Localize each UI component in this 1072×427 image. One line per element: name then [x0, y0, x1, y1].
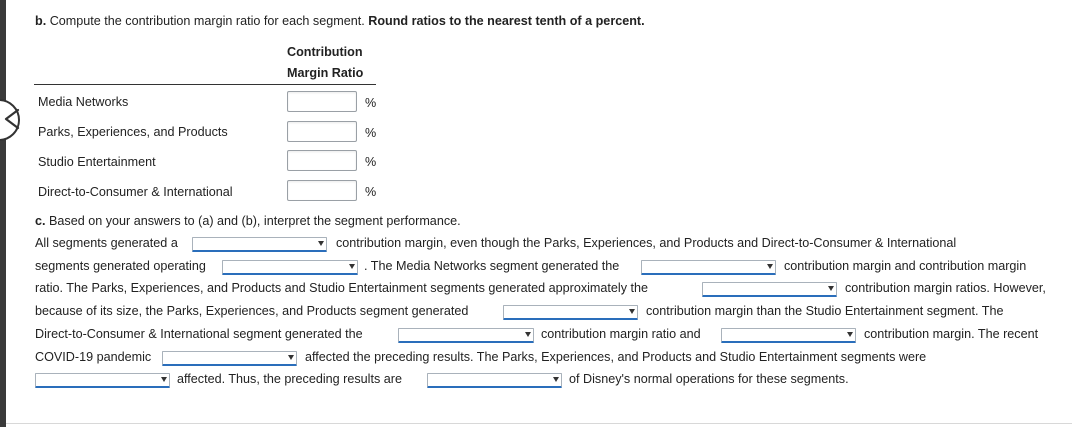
chevron-left-icon[interactable] [0, 106, 20, 132]
caret-down-icon [553, 377, 559, 382]
part-c-text: Based on your answers to (a) and (b), interpret the segment performance. [49, 214, 461, 228]
dropdown-4[interactable] [702, 282, 837, 297]
row-label-dtc: Direct-to-Consumer & International [38, 185, 233, 199]
part-c-prefix: c. [35, 214, 46, 228]
column-header-line2: Margin Ratio [287, 66, 364, 80]
text-fragment: All segments generated a [35, 236, 178, 250]
dropdown-2[interactable] [222, 260, 358, 275]
window-left-edge [0, 0, 6, 427]
text-fragment: contribution margin, even though the Parks, Experiences, and Products and Direct-to-Consumer & International [336, 236, 957, 250]
caret-down-icon [161, 377, 167, 382]
caret-down-icon [828, 286, 834, 291]
text-fragment: . The Media Networks segment generated the [364, 259, 620, 273]
text-fragment: affected. Thus, the preceding results are [177, 372, 402, 386]
dropdown-3[interactable] [641, 260, 776, 275]
bottom-divider [6, 423, 1072, 424]
caret-down-icon [847, 332, 853, 337]
dropdown-6[interactable] [398, 328, 534, 343]
dropdown-8[interactable] [162, 351, 297, 366]
text-fragment: contribution margin. The recent [864, 327, 1039, 341]
text-fragment: Direct-to-Consumer & International segment generated the [35, 327, 363, 341]
dropdown-10[interactable] [427, 373, 562, 388]
caret-down-icon [288, 355, 294, 360]
text-fragment: ratio. The Parks, Experiences, and Products and Studio Entertainment segments generated approximately the [35, 281, 649, 295]
caret-down-icon [349, 264, 355, 269]
percent-unit: % [365, 155, 377, 169]
dropdown-9[interactable] [35, 373, 170, 388]
dropdown-7[interactable] [721, 328, 856, 343]
text-fragment: contribution margin ratio and [541, 327, 701, 341]
text-fragment: of Disney's normal operations for these segments. [569, 372, 849, 386]
text-fragment: affected the preceding results. The Parks, Experiences, and Products and Studio Entertainment segments were [305, 350, 927, 364]
part-b-rounding-note: Round ratios to the nearest tenth of a percent. [368, 14, 645, 28]
ratio-input-media-networks[interactable] [287, 91, 357, 112]
row-label-media-networks: Media Networks [38, 95, 129, 109]
ratio-input-studio[interactable] [287, 150, 357, 171]
row-label-parks: Parks, Experiences, and Products [38, 125, 228, 139]
text-fragment: contribution margin ratios. However, [845, 281, 1046, 295]
ratio-input-parks[interactable] [287, 121, 357, 142]
text-fragment: contribution margin and contribution margin [784, 259, 1027, 273]
ratio-input-dtc[interactable] [287, 180, 357, 201]
part-b-instruction [35, 14, 645, 28]
text-fragment: because of its size, the Parks, Experiences, and Products segment generated [35, 304, 469, 318]
percent-unit: % [365, 96, 377, 110]
percent-unit: % [365, 126, 377, 140]
header-rule [34, 84, 376, 85]
text-fragment: segments generated operating [35, 259, 206, 273]
text-fragment: contribution margin than the Studio Entertainment segment. The [646, 304, 1004, 318]
caret-down-icon [767, 264, 773, 269]
part-c-prompt [35, 214, 461, 228]
part-b-prefix: b. [35, 14, 47, 28]
text-fragment: COVID-19 pandemic [35, 350, 152, 364]
percent-unit: % [365, 185, 377, 199]
dropdown-5[interactable] [503, 305, 638, 320]
caret-down-icon [318, 241, 324, 246]
caret-down-icon [629, 309, 635, 314]
row-label-studio: Studio Entertainment [38, 155, 156, 169]
dropdown-1[interactable] [192, 237, 327, 252]
column-header-line1: Contribution [287, 45, 363, 59]
caret-down-icon [525, 332, 531, 337]
part-b-text: Compute the contribution margin ratio for each segment. [49, 14, 365, 28]
